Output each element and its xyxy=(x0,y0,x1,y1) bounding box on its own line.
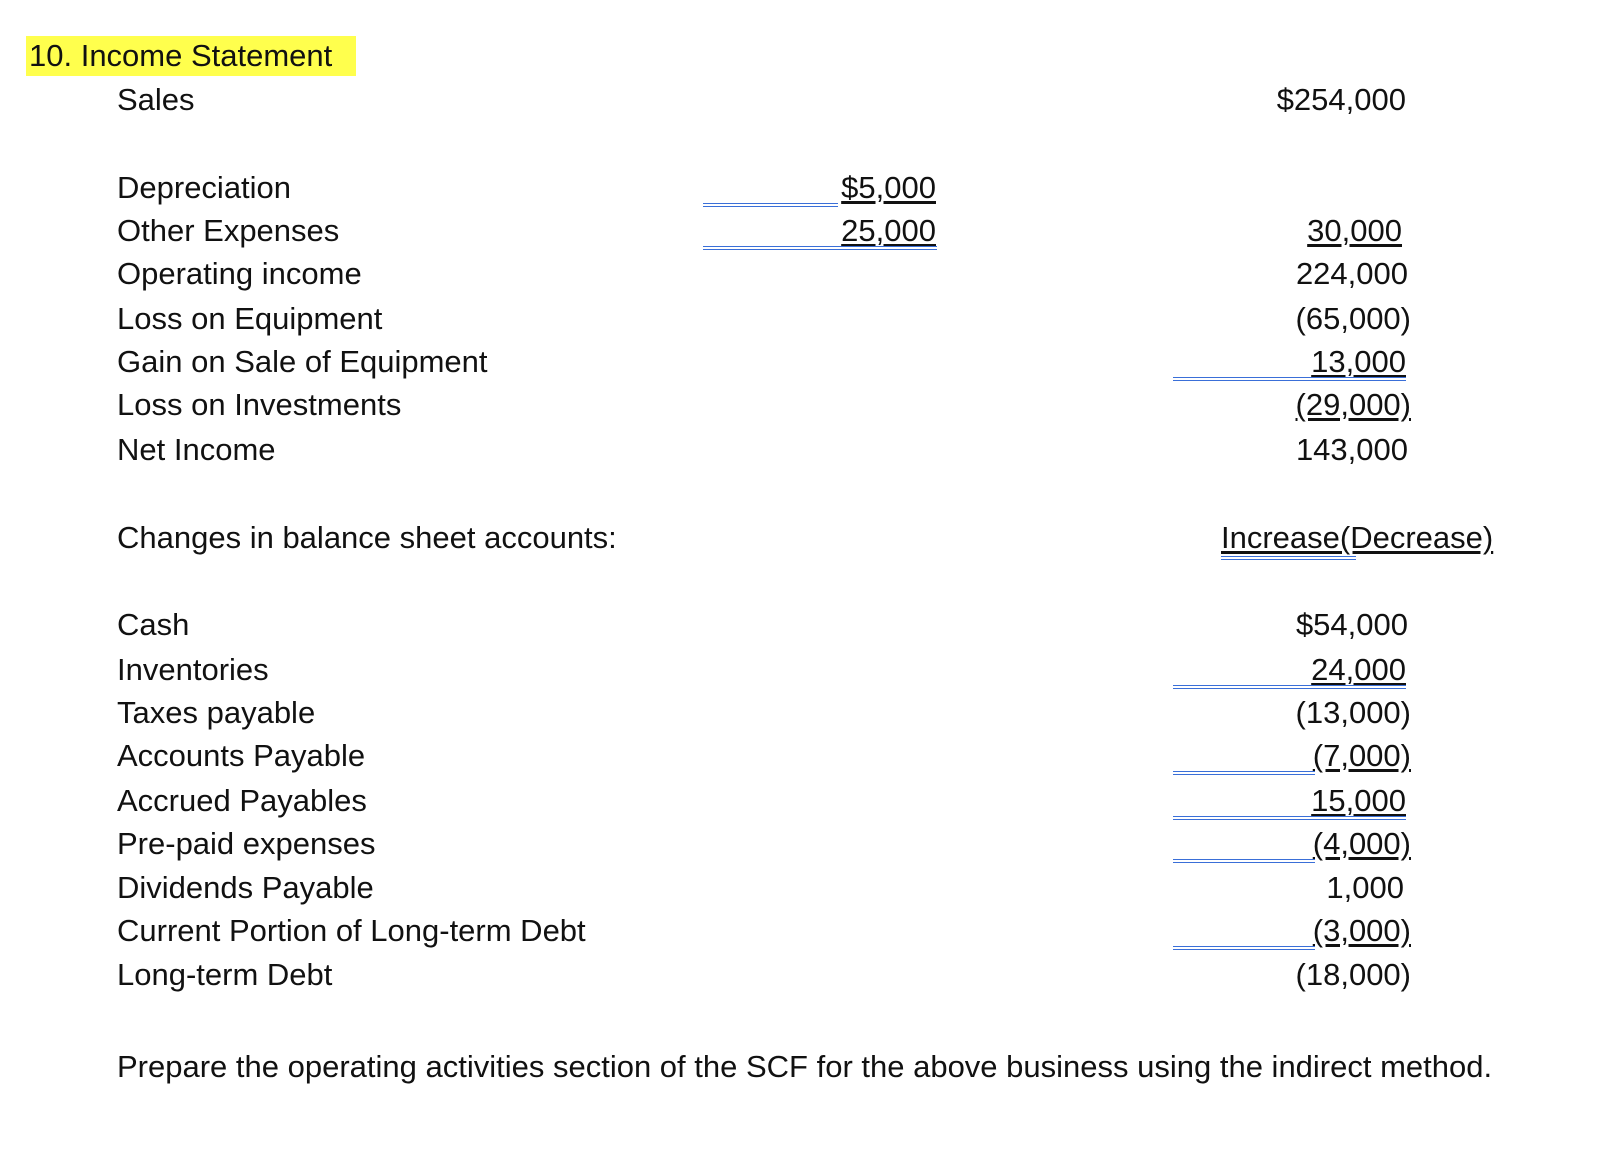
change-value-accrued-payables: 15,000 xyxy=(1311,783,1406,818)
change-label-inventories: Inventories xyxy=(117,652,269,687)
link-underline xyxy=(1173,816,1406,820)
loss-on-investments-value: (29,000) xyxy=(1295,387,1411,422)
link-underline xyxy=(703,203,838,207)
link-underline xyxy=(1173,771,1315,775)
change-label-cash: Cash xyxy=(117,607,190,642)
change-label-prepaid-expenses: Pre-paid expenses xyxy=(117,826,376,861)
change-value-long-term-debt: (18,000) xyxy=(1295,957,1411,992)
change-value-cash: $54,000 xyxy=(1295,607,1408,642)
net-income-label: Net Income xyxy=(117,432,276,467)
sales-value: $254,000 xyxy=(1276,82,1406,117)
expense-amount-depreciation: $5,000 xyxy=(841,170,936,205)
net-income-value: 143,000 xyxy=(1295,432,1408,467)
change-label-long-term-debt: Long-term Debt xyxy=(117,957,333,992)
change-label-taxes-payable: Taxes payable xyxy=(117,695,316,730)
change-value-taxes-payable: (13,000) xyxy=(1295,695,1411,730)
link-underline xyxy=(703,246,937,250)
expense-label-other: Other Expenses xyxy=(117,213,340,248)
loss-on-equipment-value: (65,000) xyxy=(1295,301,1411,336)
increase-decrease-header: Increase(Decrease) xyxy=(1221,520,1494,555)
change-value-prepaid-expenses: (4,000) xyxy=(1312,826,1411,861)
operating-income-value: 224,000 xyxy=(1295,256,1408,291)
sales-label: Sales xyxy=(117,82,195,117)
loss-on-investments-label: Loss on Investments xyxy=(117,387,402,422)
change-label-accounts-payable: Accounts Payable xyxy=(117,738,366,773)
change-value-current-ltd: (3,000) xyxy=(1312,913,1411,948)
change-label-current-ltd: Current Portion of Long-term Debt xyxy=(117,913,586,948)
change-label-dividends-payable: Dividends Payable xyxy=(117,870,374,905)
link-underline xyxy=(1173,377,1406,381)
link-underline xyxy=(1173,946,1315,950)
link-underline xyxy=(1173,859,1315,863)
gain-on-sale-value: 13,000 xyxy=(1311,344,1406,379)
link-underline xyxy=(1221,556,1356,560)
expense-label-depreciation: Depreciation xyxy=(117,170,292,205)
operating-income-label: Operating income xyxy=(117,256,362,291)
expense-total: 30,000 xyxy=(1307,213,1402,248)
loss-on-equipment-label: Loss on Equipment xyxy=(117,301,383,336)
page-title: 10. Income Statement xyxy=(26,36,356,76)
gain-on-sale-label: Gain on Sale of Equipment xyxy=(117,344,488,379)
instruction-text: Prepare the operating activities section of the SCF for the above business using the indirect method. xyxy=(117,1049,1493,1084)
change-value-accounts-payable: (7,000) xyxy=(1312,738,1411,773)
change-value-dividends-payable: 1,000 xyxy=(1326,870,1404,905)
change-label-accrued-payables: Accrued Payables xyxy=(117,783,367,818)
link-underline xyxy=(1173,685,1406,689)
change-value-inventories: 24,000 xyxy=(1311,652,1406,687)
expense-amount-other: 25,000 xyxy=(841,213,936,248)
changes-heading: Changes in balance sheet accounts: xyxy=(117,520,617,555)
